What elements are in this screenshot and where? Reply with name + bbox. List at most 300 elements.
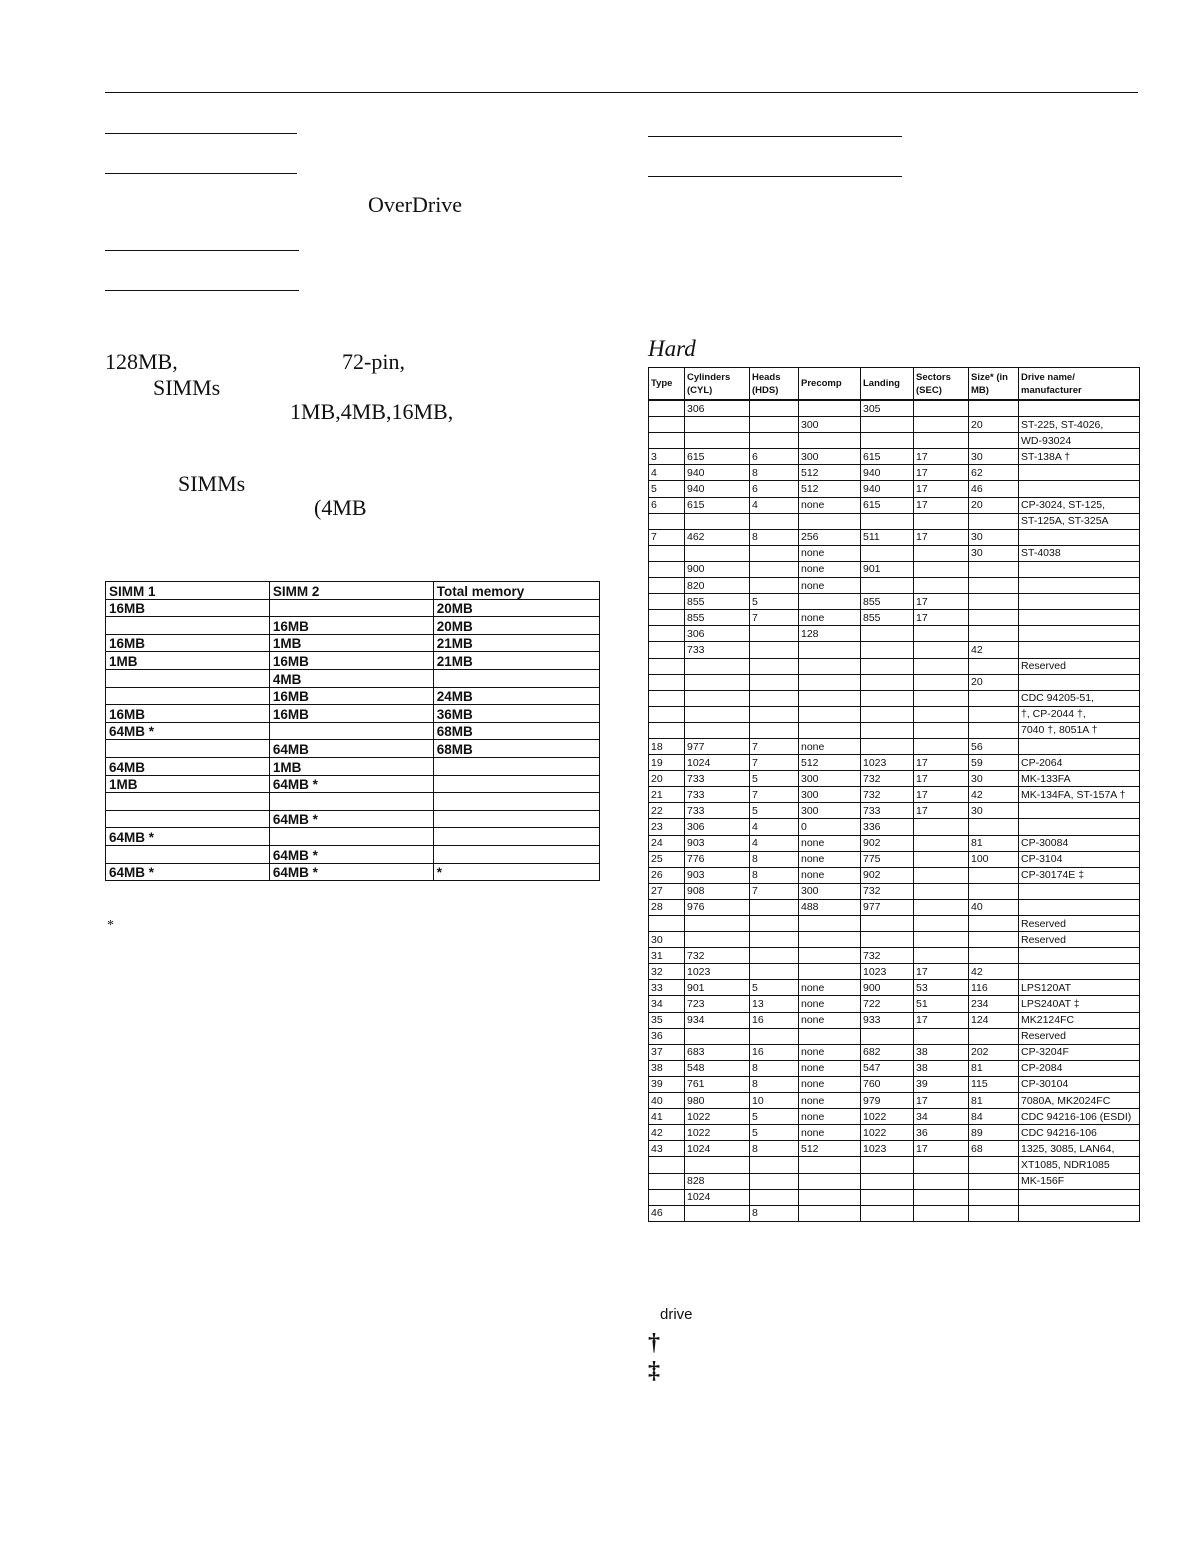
hd-table-cell: 23 <box>649 819 685 835</box>
hd-table-cell <box>649 916 685 932</box>
hd-table-cell: 81 <box>969 1060 1019 1076</box>
hd-table-cell <box>799 1028 861 1044</box>
simm-table-cell: 1MB <box>269 757 433 775</box>
hd-table-cell: 128 <box>799 626 861 642</box>
simm-table-row <box>106 810 600 828</box>
hd-table-cell: 34 <box>649 996 685 1012</box>
hd-table-cell <box>914 626 969 642</box>
hd-table-cell: 59 <box>969 755 1019 771</box>
hd-table-cell: MK2124FC <box>1019 1012 1140 1028</box>
simm-table-cell: 68MB <box>433 740 599 758</box>
hd-table-cell: 306 <box>685 819 750 835</box>
hd-table-cell <box>685 916 750 932</box>
hd-table-cell <box>861 1189 914 1205</box>
heading-rule <box>105 250 299 251</box>
hd-table-cell: 39 <box>914 1076 969 1092</box>
hard-drive-types-table <box>648 367 1140 1222</box>
simm-table-cell <box>106 810 270 828</box>
hd-table-cell <box>799 433 861 449</box>
hd-table-cell <box>685 545 750 561</box>
hd-table-cell: 21 <box>649 787 685 803</box>
hd-table-cell: 7 <box>750 738 799 754</box>
hd-table-cell <box>799 658 861 674</box>
hd-table-row <box>649 916 1140 932</box>
hd-table-cell: 3 <box>649 449 685 465</box>
hd-table-cell: 42 <box>969 787 1019 803</box>
hd-table-cell <box>799 706 861 722</box>
hd-table-row <box>649 1093 1140 1109</box>
hd-table-cell: 722 <box>861 996 914 1012</box>
hd-table-cell: 7040 †, 8051A † <box>1019 722 1140 738</box>
hd-table-cell: LPS240AT ‡ <box>1019 996 1140 1012</box>
simm-memory-table <box>105 581 600 881</box>
simm-table-row <box>106 687 600 705</box>
hd-table-cell <box>649 400 685 417</box>
hd-table-cell: 8 <box>750 465 799 481</box>
hd-table-cell: 940 <box>861 481 914 497</box>
hd-table-cell: 300 <box>799 449 861 465</box>
simm-table-cell: 64MB * <box>269 810 433 828</box>
hd-table-cell: 30 <box>649 932 685 948</box>
hd-table-cell: 32 <box>649 964 685 980</box>
hd-table-cell: none <box>799 996 861 1012</box>
hd-table-cell <box>969 561 1019 577</box>
hd-table-cell: 17 <box>914 1141 969 1157</box>
hd-table-cell <box>861 706 914 722</box>
hd-table-cell: 775 <box>861 851 914 867</box>
simm-table-cell: 1MB <box>269 634 433 652</box>
hd-table-cell <box>799 932 861 948</box>
hd-table-cell: none <box>799 851 861 867</box>
hd-header-cell: Heads (HDS) <box>750 368 799 401</box>
hd-table-cell: none <box>799 1076 861 1092</box>
hd-table-cell <box>1019 400 1140 417</box>
hd-table-cell: 6 <box>750 481 799 497</box>
hd-table-cell: 42 <box>969 964 1019 980</box>
hd-table-row <box>649 513 1140 529</box>
simm-table-cell: 20MB <box>433 599 599 617</box>
hd-table-cell <box>750 658 799 674</box>
hd-table-cell <box>750 932 799 948</box>
simm-table-cell: 64MB * <box>106 863 270 881</box>
hd-table-cell: 68 <box>969 1141 1019 1157</box>
hd-table-cell: 56 <box>969 738 1019 754</box>
simm-table-cell <box>106 793 270 811</box>
hd-table-cell: CP-3204F <box>1019 1044 1140 1060</box>
hd-table-cell: 4 <box>649 465 685 481</box>
hd-table-cell: 13 <box>750 996 799 1012</box>
hd-table-cell: 41 <box>649 1109 685 1125</box>
hd-table-cell <box>914 1028 969 1044</box>
simm-table-header-row <box>106 582 600 600</box>
hd-table-cell: 733 <box>685 787 750 803</box>
hd-table-cell <box>861 417 914 433</box>
hd-table-cell: 100 <box>969 851 1019 867</box>
hd-table-cell: 20 <box>969 497 1019 513</box>
simm-table-row <box>106 793 600 811</box>
hd-table-cell: 828 <box>685 1173 750 1189</box>
hd-table-cell <box>969 400 1019 417</box>
hd-table-cell <box>685 417 750 433</box>
hd-table-cell: 761 <box>685 1076 750 1092</box>
hd-table-cell: none <box>799 1012 861 1028</box>
simm-table-cell <box>433 793 599 811</box>
hd-table-cell: 1022 <box>861 1109 914 1125</box>
hd-table-cell <box>914 545 969 561</box>
hd-table-cell: 980 <box>685 1093 750 1109</box>
hd-table-cell: ST-4038 <box>1019 545 1140 561</box>
hd-table-row <box>649 1044 1140 1060</box>
hd-table-cell <box>969 433 1019 449</box>
simm-table-cell: 24MB <box>433 687 599 705</box>
hd-table-cell <box>799 1205 861 1221</box>
hd-table-cell <box>750 400 799 417</box>
hd-table-cell <box>914 400 969 417</box>
hd-table-cell: 855 <box>685 610 750 626</box>
simm-table-row <box>106 828 600 846</box>
hd-table-cell <box>914 658 969 674</box>
hd-table-cell <box>750 561 799 577</box>
simm-table-cell: 64MB <box>269 740 433 758</box>
hd-table-row <box>649 1060 1140 1076</box>
hd-table-cell: 36 <box>649 1028 685 1044</box>
hd-table-cell: Reserved <box>1019 916 1140 932</box>
hd-table-cell: 902 <box>861 867 914 883</box>
simm-table-cell: 64MB * <box>106 828 270 846</box>
hd-table-cell <box>969 658 1019 674</box>
hd-table-cell <box>1019 561 1140 577</box>
hd-table-cell <box>914 578 969 594</box>
hd-table-cell <box>1019 964 1140 980</box>
simm-table-cell: 21MB <box>433 652 599 670</box>
hd-table-cell: none <box>799 1044 861 1060</box>
heading-rule <box>105 290 299 291</box>
hd-table-cell: 1022 <box>861 1125 914 1141</box>
hd-header-cell: Sectors (SEC) <box>914 368 969 401</box>
hd-table-cell: 17 <box>914 1012 969 1028</box>
hd-table-cell <box>861 722 914 738</box>
hd-table-cell: none <box>799 980 861 996</box>
hd-table-cell: Reserved <box>1019 1028 1140 1044</box>
hd-table-cell: 512 <box>799 755 861 771</box>
hd-table-row <box>649 867 1140 883</box>
hd-table-cell: 0 <box>799 819 861 835</box>
hd-table-cell: 124 <box>969 1012 1019 1028</box>
simm-table-row <box>106 599 600 617</box>
hd-table-row <box>649 449 1140 465</box>
hd-table-cell: 7 <box>649 529 685 545</box>
hd-table-cell <box>861 578 914 594</box>
hd-table-cell <box>685 674 750 690</box>
hd-table-cell: 903 <box>685 867 750 883</box>
hd-table-cell: †, CP-2044 †, <box>1019 706 1140 722</box>
hd-table-header-row <box>649 368 1140 401</box>
hd-table-cell <box>750 706 799 722</box>
hd-table-row <box>649 1012 1140 1028</box>
simm-table-cell <box>433 845 599 863</box>
hd-table-cell <box>969 594 1019 610</box>
hd-table-cell <box>649 561 685 577</box>
hd-table-cell: 820 <box>685 578 750 594</box>
hd-table-cell: 17 <box>914 497 969 513</box>
memory-text-128mb: 128MB, <box>105 349 178 374</box>
hd-table-cell: ST-138A † <box>1019 449 1140 465</box>
hd-table-cell <box>914 916 969 932</box>
simm-table-cell <box>433 669 599 687</box>
hd-table-cell <box>649 545 685 561</box>
hd-table-cell: 51 <box>914 996 969 1012</box>
hd-table-cell: 8 <box>750 1141 799 1157</box>
hd-table-row <box>649 771 1140 787</box>
overdrive-text: OverDrive <box>368 192 463 217</box>
hd-table-cell: 732 <box>861 771 914 787</box>
hd-table-cell: 17 <box>914 481 969 497</box>
simm-table-cell: 16MB <box>106 599 270 617</box>
simm-table-row <box>106 775 600 793</box>
hd-table-cell: 1022 <box>685 1125 750 1141</box>
hd-table-cell <box>1019 642 1140 658</box>
simm-header-cell: Total memory <box>433 582 599 600</box>
hd-table-cell: 903 <box>685 835 750 851</box>
simm-table-cell: 1MB <box>106 652 270 670</box>
hd-table-cell <box>969 867 1019 883</box>
memory-text-sizes: 1MB,4MB,16MB, <box>290 399 454 424</box>
hd-table-row <box>649 481 1140 497</box>
simm-table-row <box>106 757 600 775</box>
hd-table-cell: CP-2064 <box>1019 755 1140 771</box>
hd-table-cell <box>649 1189 685 1205</box>
hd-table-row <box>649 497 1140 513</box>
simm-table-cell <box>433 828 599 846</box>
hd-table-cell <box>685 1028 750 1044</box>
hd-table-cell <box>914 433 969 449</box>
hd-table-cell <box>649 513 685 529</box>
hd-table-cell: 5 <box>750 594 799 610</box>
hd-table-row <box>649 803 1140 819</box>
simm-table-cell: 16MB <box>269 652 433 670</box>
hd-table-cell <box>1019 610 1140 626</box>
hd-table-cell: Reserved <box>1019 932 1140 948</box>
hd-table-cell <box>861 658 914 674</box>
simm-table-row <box>106 705 600 723</box>
heading-rule <box>105 173 297 174</box>
hd-table-cell <box>1019 899 1140 915</box>
simm-footnote-mark: * <box>107 918 114 933</box>
hd-table-row <box>649 1125 1140 1141</box>
hd-table-cell: CP-2084 <box>1019 1060 1140 1076</box>
hd-table-row <box>649 932 1140 948</box>
hd-table-cell: 17 <box>914 465 969 481</box>
hd-table-cell <box>799 594 861 610</box>
hd-table-cell: ST-225, ST-4026, <box>1019 417 1140 433</box>
hd-table-cell: none <box>799 835 861 851</box>
hd-table-cell <box>750 1173 799 1189</box>
hd-table-cell: 43 <box>649 1141 685 1157</box>
hd-table-cell: 8 <box>750 1060 799 1076</box>
hd-table-cell <box>799 1157 861 1173</box>
hd-table-cell: 733 <box>861 803 914 819</box>
hd-table-cell <box>799 674 861 690</box>
hd-table-cell <box>969 1157 1019 1173</box>
hd-table-cell: none <box>799 578 861 594</box>
hd-table-cell: CDC 94216-106 (ESDI) <box>1019 1109 1140 1125</box>
hd-table-cell <box>1019 948 1140 964</box>
hd-table-row <box>649 948 1140 964</box>
hd-table-cell <box>969 706 1019 722</box>
hd-table-cell: CP-30084 <box>1019 835 1140 851</box>
hd-table-cell: 35 <box>649 1012 685 1028</box>
hd-table-cell: 615 <box>685 449 750 465</box>
hd-table-cell <box>969 722 1019 738</box>
hd-table-cell: 300 <box>799 417 861 433</box>
heading-rule <box>648 176 902 177</box>
hd-header-cell: Size* (in MB) <box>969 368 1019 401</box>
hd-table-cell: 202 <box>969 1044 1019 1060</box>
hd-table-cell: 6 <box>649 497 685 513</box>
hd-table-cell: 5 <box>649 481 685 497</box>
hd-table-cell: 300 <box>799 787 861 803</box>
hd-table-cell <box>1019 465 1140 481</box>
hd-table-row <box>649 658 1140 674</box>
simm-table-cell <box>433 775 599 793</box>
hd-table-cell: WD-93024 <box>1019 433 1140 449</box>
hd-table-cell: 979 <box>861 1093 914 1109</box>
hd-table-cell: 8 <box>750 529 799 545</box>
hd-table-cell: 615 <box>861 497 914 513</box>
hd-table-cell <box>914 722 969 738</box>
hd-table-cell <box>969 578 1019 594</box>
hd-table-cell <box>750 1028 799 1044</box>
simm-table-row <box>106 617 600 635</box>
hd-table-cell <box>914 883 969 899</box>
hd-table-cell: LPS120AT <box>1019 980 1140 996</box>
hd-table-row <box>649 1141 1140 1157</box>
hd-table-row <box>649 529 1140 545</box>
simm-table-cell <box>106 617 270 635</box>
hd-header-cell: Type <box>649 368 685 401</box>
hd-table-cell <box>799 400 861 417</box>
hd-table-cell: CDC 94205-51, <box>1019 690 1140 706</box>
hd-table-cell: 902 <box>861 835 914 851</box>
hd-table-cell: none <box>799 545 861 561</box>
hd-table-cell <box>969 1205 1019 1221</box>
hd-header-cell: Precomp <box>799 368 861 401</box>
hd-table-row <box>649 996 1140 1012</box>
simm-table-cell: 36MB <box>433 705 599 723</box>
hd-table-row <box>649 1189 1140 1205</box>
hd-table-cell <box>969 819 1019 835</box>
hd-table-cell: 488 <box>799 899 861 915</box>
heading-rule <box>648 136 902 137</box>
hd-table-cell: MK-133FA <box>1019 771 1140 787</box>
hd-table-row <box>649 400 1140 417</box>
heading-rule <box>105 133 297 134</box>
hd-table-cell <box>861 690 914 706</box>
hd-table-cell: 1023 <box>861 1141 914 1157</box>
hd-table-cell <box>685 1157 750 1173</box>
hd-table-cell: 4 <box>750 819 799 835</box>
hd-table-cell: 682 <box>861 1044 914 1060</box>
hd-table-cell: 17 <box>914 594 969 610</box>
hd-table-cell <box>914 1205 969 1221</box>
hd-table-cell <box>799 1173 861 1189</box>
simm-table-cell: * <box>433 863 599 881</box>
hd-table-row <box>649 1173 1140 1189</box>
simm-header-cell: SIMM 2 <box>269 582 433 600</box>
hd-table-cell: 256 <box>799 529 861 545</box>
simm-table-row <box>106 845 600 863</box>
hd-table-cell: none <box>799 1093 861 1109</box>
hd-table-cell <box>649 626 685 642</box>
hd-table-cell <box>1019 481 1140 497</box>
hd-table-cell: 31 <box>649 948 685 964</box>
hd-table-cell: 732 <box>685 948 750 964</box>
hd-table-row <box>649 578 1140 594</box>
hd-table-cell: 36 <box>914 1125 969 1141</box>
simm-table-cell: 4MB <box>269 669 433 687</box>
simm-table-cell <box>106 845 270 863</box>
hd-table-cell <box>969 626 1019 642</box>
hd-table-cell <box>649 706 685 722</box>
hd-table-cell <box>914 835 969 851</box>
hd-table-cell: 17 <box>914 529 969 545</box>
hd-table-cell: 18 <box>649 738 685 754</box>
hd-table-cell <box>969 1173 1019 1189</box>
hd-table-cell: 234 <box>969 996 1019 1012</box>
hd-table-cell: 42 <box>649 1125 685 1141</box>
hd-table-cell: 336 <box>861 819 914 835</box>
hd-table-row <box>649 1205 1140 1221</box>
hd-table-cell <box>799 964 861 980</box>
memory-text-4mb: (4MB <box>314 495 367 520</box>
hd-table-cell: 81 <box>969 835 1019 851</box>
hd-table-row <box>649 1076 1140 1092</box>
simm-table-cell: 20MB <box>433 617 599 635</box>
hd-table-cell: CP-30104 <box>1019 1076 1140 1092</box>
simm-table-cell <box>269 793 433 811</box>
hd-table-cell <box>969 1189 1019 1205</box>
hd-table-cell <box>685 722 750 738</box>
hd-table-cell: 89 <box>969 1125 1019 1141</box>
simm-table-cell: 68MB <box>433 722 599 740</box>
simm-table-row <box>106 722 600 740</box>
hd-table-cell <box>1019 738 1140 754</box>
hd-table-cell: 300 <box>799 803 861 819</box>
hd-table-cell <box>969 513 1019 529</box>
hd-table-row <box>649 545 1140 561</box>
hd-table-cell: 733 <box>685 642 750 658</box>
hd-table-cell <box>1019 529 1140 545</box>
hd-table-row <box>649 722 1140 738</box>
hd-table-cell <box>750 690 799 706</box>
hd-table-cell: 17 <box>914 787 969 803</box>
hd-table-cell: 760 <box>861 1076 914 1092</box>
hd-table-cell <box>861 1205 914 1221</box>
hd-table-row <box>649 433 1140 449</box>
double-dagger-footnote-mark: ‡ <box>648 1358 660 1384</box>
hd-table-cell <box>1019 578 1140 594</box>
hd-table-cell: 19 <box>649 755 685 771</box>
hd-table-cell <box>914 417 969 433</box>
hd-table-cell: 5 <box>750 803 799 819</box>
hd-table-cell <box>799 722 861 738</box>
hd-table-cell: 940 <box>685 481 750 497</box>
simm-table-cell <box>433 810 599 828</box>
hd-table-row <box>649 594 1140 610</box>
simm-table-row <box>106 669 600 687</box>
hd-table-row <box>649 561 1140 577</box>
hd-table-cell: 1023 <box>861 755 914 771</box>
